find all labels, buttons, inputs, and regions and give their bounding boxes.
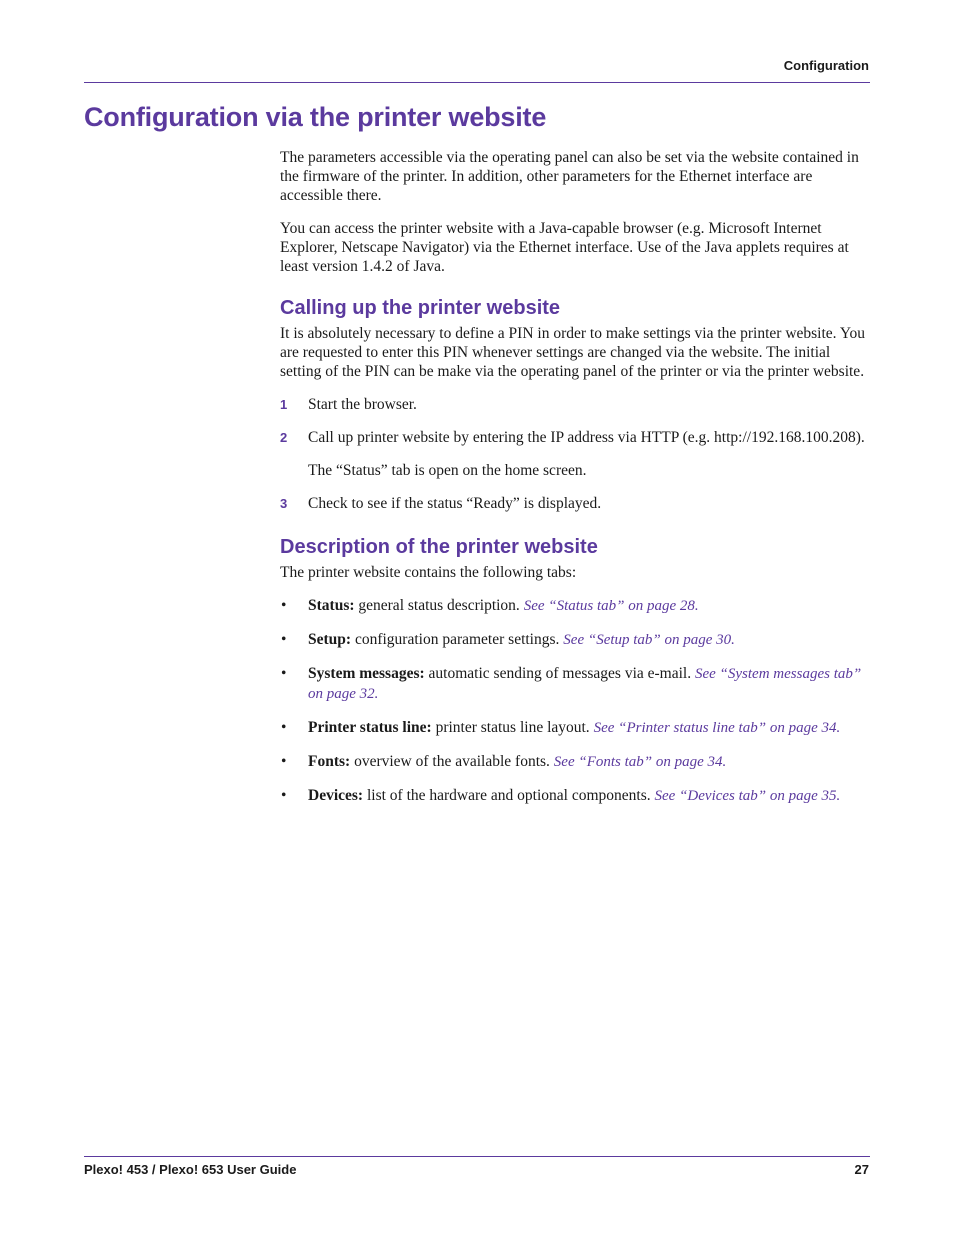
- step-number: 1: [280, 397, 288, 412]
- bullet: •: [281, 787, 287, 804]
- list-item: [280, 596, 870, 616]
- bullet: •: [281, 753, 287, 770]
- step-item: [280, 395, 870, 414]
- item-text: configuration parameter settings.: [354, 631, 560, 648]
- footer-rule: [84, 1156, 870, 1157]
- running-header: Configuration: [783, 58, 869, 73]
- page-number: 27: [854, 1162, 869, 1177]
- bullet: •: [281, 665, 287, 682]
- item-text: overview of the available fonts.: [354, 753, 550, 770]
- item-text: printer status line layout.: [435, 719, 590, 736]
- cross-reference-link[interactable]: See “Devices tab” on page 35.: [654, 788, 841, 804]
- bullet: •: [281, 597, 287, 614]
- header-rule: [84, 82, 870, 83]
- list-item: [280, 786, 870, 806]
- item-term: Status:: [308, 597, 355, 614]
- list-item: [280, 752, 870, 772]
- cross-reference-link[interactable]: See “Status tab” on page 28.: [523, 598, 699, 614]
- step-item: [280, 494, 870, 513]
- cross-reference-link[interactable]: See “Printer status line tab” on page 34.: [593, 720, 841, 736]
- item-term: Devices:: [308, 787, 364, 804]
- step-number: 3: [280, 496, 288, 511]
- section-heading-calling: Calling up the printer website: [280, 297, 561, 319]
- step-text: Start the browser.: [308, 396, 417, 413]
- bullet: •: [281, 631, 287, 648]
- intro-paragraph: The parameters accessible via the operating panel can also be set via the website contained in the firmware of the printer. In addition, other parameters for the Ethernet interface are accessible there.: [280, 149, 859, 204]
- step-text: Call up printer website by entering the IP address via HTTP (e.g. http://192.168.100.208).: [308, 429, 865, 446]
- list-item: [280, 718, 870, 738]
- tabs-list: [280, 596, 870, 806]
- step-text: Check to see if the status “Ready” is displayed.: [308, 495, 602, 512]
- intro-paragraph: You can access the printer website with a Java-capable browser (e.g. Microsoft Internet Explorer, Netscape Navigator) via the Ethernet interface. Use of the Java applets requires at least version 1.4.2 of Java.: [280, 220, 849, 275]
- item-text: automatic sending of messages via e-mail.: [428, 665, 692, 682]
- list-item: [280, 630, 870, 650]
- page-title: Configuration via the printer website: [84, 102, 547, 132]
- cross-reference-link[interactable]: See “System messages tab” on page 32.: [308, 666, 862, 702]
- main-content: [280, 148, 870, 820]
- description-paragraph: The printer website contains the following tabs:: [280, 564, 577, 581]
- cross-reference-link[interactable]: See “Setup tab” on page 30.: [563, 632, 735, 648]
- item-term: Setup:: [308, 631, 352, 648]
- cross-reference-link[interactable]: See “Fonts tab” on page 34.: [553, 754, 727, 770]
- bullet: •: [281, 719, 287, 736]
- item-text: list of the hardware and optional components.: [366, 787, 651, 804]
- step-number: 2: [280, 430, 288, 445]
- step-note: The “Status” tab is open on the home screen.: [308, 462, 587, 479]
- section-heading-description: Description of the printer website: [280, 536, 598, 558]
- step-item: [280, 428, 870, 480]
- item-term: Printer status line:: [308, 719, 432, 736]
- item-term: System messages:: [308, 665, 425, 682]
- item-term: Fonts:: [308, 753, 351, 770]
- list-item: [280, 664, 870, 704]
- footer-guide-title: Plexo! 453 / Plexo! 653 User Guide: [84, 1162, 297, 1177]
- item-text: general status description.: [358, 597, 520, 614]
- steps-list: [280, 395, 870, 513]
- calling-paragraph: It is absolutely necessary to define a PIN in order to make settings via the printer website. You are requested to enter this PIN whenever settings are changed via the website. The initial setting of the PIN can be make via the operating panel of the printer or via the printer website.: [280, 325, 865, 380]
